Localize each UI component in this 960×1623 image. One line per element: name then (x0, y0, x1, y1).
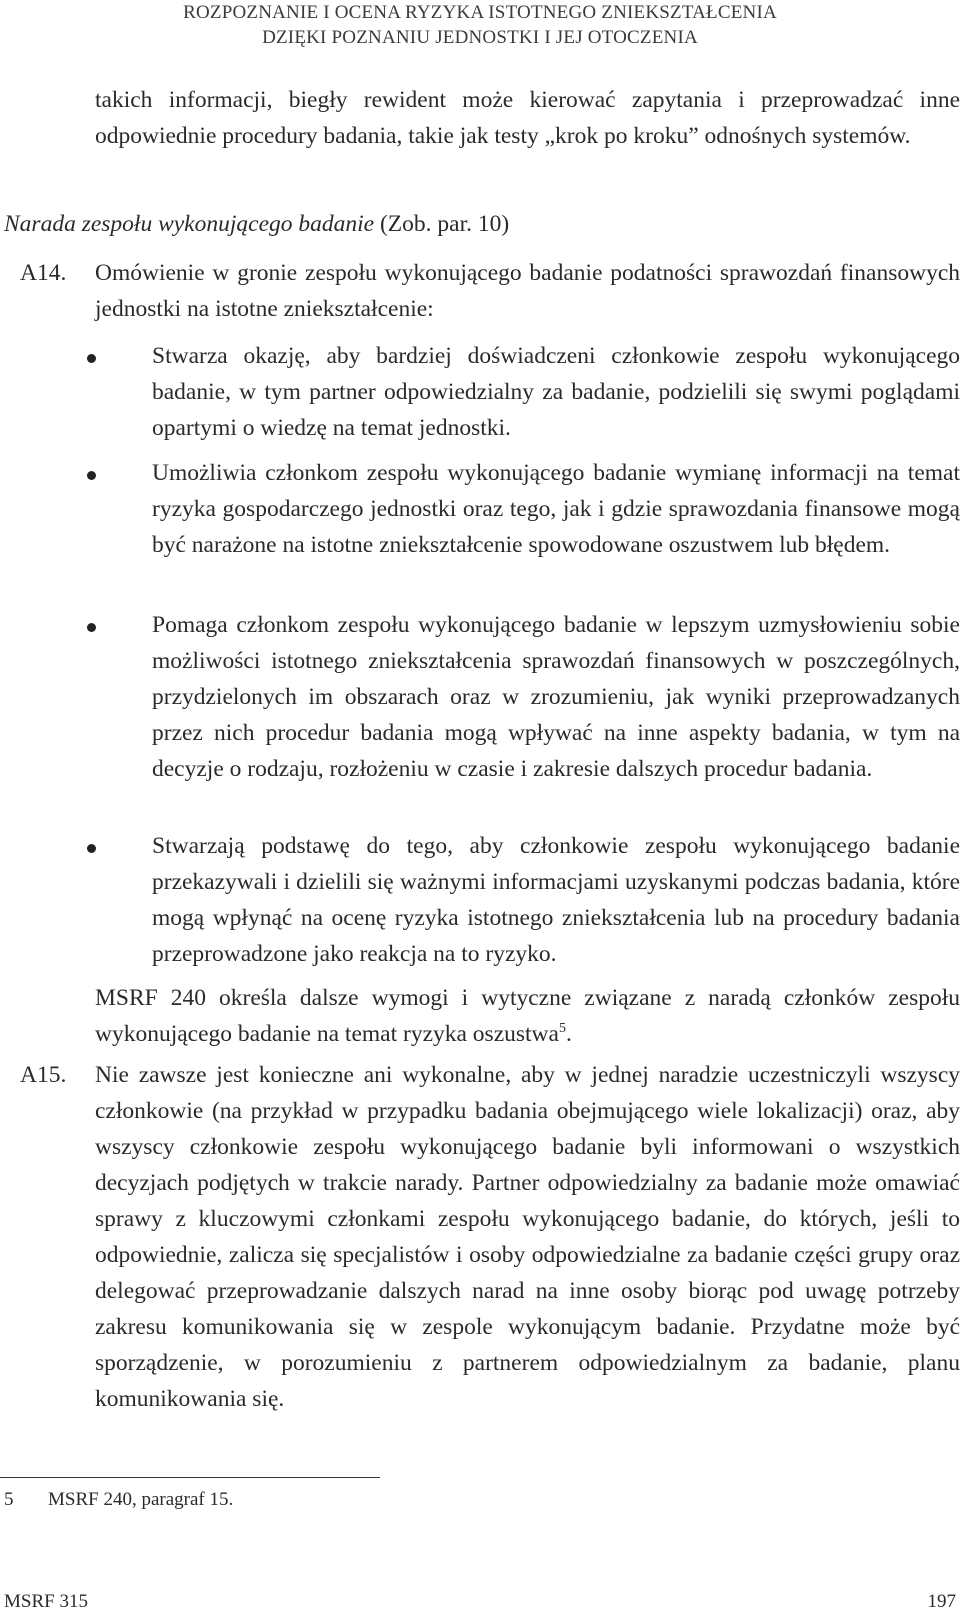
list-item-text: Stwarza okazję, aby bardziej doświadczeni członkowie zespołu wykonującego badanie, w tym partner odpowiedzialny za badanie, podzielili się swymi poglądami opartymi o wiedzę na temat jednostki. (152, 343, 960, 441)
footnote-text: MSRF 240, paragraf 15. (48, 1489, 234, 1510)
section-heading-title: Narada zespołu wykonującego badanie (4, 211, 375, 237)
section-heading-ref: (Zob. par. 10) (379, 211, 510, 237)
footnote-divider (0, 1477, 380, 1478)
running-header (0, 0, 960, 50)
paragraph-number: A14. (20, 260, 67, 286)
list-item-text: Umożliwia członkom zespołu wykonującego badanie wymianę informacji na temat ryzyka gospodarczego jednostki oraz tego, jak i gdzie sprawozdania finansowe mogą być narażone na istotne zniekształcenie spowodowane oszustwem lub błędem. (152, 460, 960, 558)
bullet-icon (87, 354, 96, 363)
paragraph-a14-lead: Omówienie w gronie zespołu wykonującego badanie podatności sprawozdań finansowych jednostki na istotne zniekształcenie: (95, 260, 960, 322)
header-line-1: ROZPOZNANIE I OCENA RYZYKA ISTOTNEGO ZNIEKSZTAŁCENIA (183, 2, 777, 23)
paragraph-number: A15. (20, 1062, 67, 1088)
footnote-number: 5 (4, 1489, 14, 1510)
paragraph-a15-text: Nie zawsze jest konieczne ani wykonalne, aby w jednej naradzie uczestniczyli wszyscy członkowie (na przykład w przypadku badania obejmującego wiele lokalizacji) oraz, aby wszyscy członkowie zespołu wykonującego badanie byli informowani o wszystkich decyzjach podjętych w trakcie narady. Partner odpowiedzialny za badanie może omawiać sprawy z kluczowymi członkami zespołu wykonującego badanie, do których, jeśli to odpowiednie, zalicza się specjalistów i osoby odpowiedzialne za badanie części grupy oraz delegować przeprowadzanie dalszych narad na inne osoby biorąc pod uwagę potrzeby zakresu komunikowania się w zespole wykonującym badanie. Przydatne może być sporządzenie, w porozumieniu z partnerem odpowiedzialnym za badanie, planu komunikowania się. (95, 1062, 960, 1412)
bullet-icon (87, 471, 96, 480)
list-item-text: Stwarzają podstawę do tego, aby członkowie zespołu wykonującego badanie przekazywali i dzielili się ważnymi informacjami uzyskanymi podczas badania, które mogą wpłynąć na ocenę ryzyka istotnego zniekształcenia lub na procedury badania przeprowadzone jako reakcja na to ryzyko. (152, 833, 960, 967)
intro-paragraph: takich informacji, biegły rewident może kierować zapytania i przeprowadzać inne odpowiednie procedury badania, takie jak testy „krok po kroku” odnośnych systemów. (95, 87, 960, 149)
a14-closing-text: MSRF 240 określa dalsze wymogi i wytyczne związane z naradą członków zespołu wykonującego badanie na temat ryzyka oszustwa (95, 985, 960, 1047)
list-item-text: Pomaga członkom zespołu wykonującego badanie w lepszym uzmysłowieniu sobie możliwości istotnego zniekształcenia sprawozdań finansowych w poszczególnych, przydzielonych im obszarach oraz w zrozumieniu, jak wyniki przeprowadzanych przez nich procedur badania mogą wpływać na inne aspekty badania, w tym na decyzje o rodzaju, rozłożeniu w czasie i zakresie dalszych procedur badania. (152, 612, 960, 782)
footer-document-name: MSRF 315 (4, 1591, 88, 1612)
header-line-2: DZIĘKI POZNANIU JEDNOSTKI I JEJ OTOCZENIA (262, 27, 698, 48)
a14-closing-end: . (565, 1021, 572, 1047)
page-number: 197 (927, 1591, 956, 1612)
section-heading (4, 206, 904, 242)
a14-closing (95, 980, 960, 1052)
footnote-ref: 5 (558, 1021, 566, 1037)
bullet-icon (87, 844, 96, 853)
bullet-icon (87, 623, 96, 632)
